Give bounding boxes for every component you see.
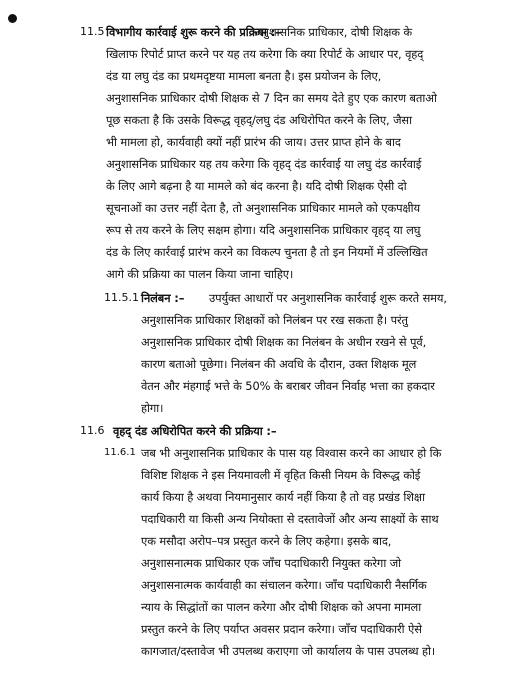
section-heading-11-5-1: निलंबन :– [141,291,185,305]
para-11-6-1-line-6: अनुशासनात्मक प्राधिकार एक जाँच पदाधिकारी नियुक्त करेगा जो [141,556,402,570]
para-11-6-1-line-3: कार्य किया है अथवा नियमानुसार कार्य नहीं किया है तो वह प्रखंड शिक्षा [141,490,425,504]
para-11-6-1-line-4: पदाधिकारी या किसी अन्य नियोक्ता से दस्तावेजों और अन्य साक्ष्यों के साथ [141,512,439,526]
para-11-5-1-line-6: होगा। [141,401,164,415]
para-11-6-1-line-7: अनुशासनात्मक कार्यवाही का संचालन करेगा। जाँच पदाधिकारी नैसर्गिक [141,578,427,592]
para-11-5-line-9: सूचनाओं का उत्तर नहीं देता है, तो अनुशासनिक प्राधिकार मामले को एकपक्षीय [106,201,420,215]
para-11-5-line-3: दंड या लघु दंड का प्रथमदृष्टया मामला बनता है। इस प्रयोजन के लिए, [106,69,382,83]
para-11-6-1-line-10: कागजात/दस्तावेज भी उपलब्ध कराएगा जो कार्यालय के पास उपलब्ध हो। [141,644,436,658]
para-11-6-1-line-5: एक मसौदा अरोप–पत्र प्रस्तुत करने के लिए कहेगा। इसके बाद, [141,534,392,548]
para-11-6-1-line-2: विशिष्ट शिक्षक ने इस नियमावली में वृहित किसी नियम के विरूद्ध कोई [141,468,421,482]
para-11-5-line-1: अनुशासनिक प्राधिकार, दोषी शिक्षक के [254,25,413,39]
para-11-5-1-line-3: अनुशासनिक प्राधिकार दोषी शिक्षक का निलंबन के अधीन रखने से पूर्व, [141,335,427,349]
section-number-11-5: 11.5 [80,25,105,38]
para-11-5-1-line-1: उपर्युक्त आधारों पर अनुशासनिक कार्रवाई शुरू करते समय, [209,291,447,305]
para-11-6-1-line-9: प्रस्तुत करने के लिए पर्याप्त अवसर प्रदान करेगा। जाँच पदाधिकारी ऐसे [141,622,422,636]
para-11-6-1-line-8: न्याय के सिद्धांतों का पालन करेगा और दोषी शिक्षक को अपना मामला [141,600,422,614]
para-11-5-line-11: दंड के लिए कार्रवाई प्रारंभ करने का विकल्प चुनता है तो इन नियमों में उल्लिखित [106,245,428,259]
para-11-5-1-line-2: अनुशासनिक प्राधिकार शिक्षकों को निलंबन पर रख सकता है। परंतु [141,313,408,327]
para-11-5-line-7: अनुशासनिक प्राधिकार यह तय करेगा कि वृहद् दंड कार्रवाई या लघु दंड कार्रवाई [106,157,422,171]
para-11-5-line-6: भी मामला हो, कार्यवाही क्यों नहीं प्रारंभ की जाय। उत्तर प्राप्त होने के बाद [106,135,401,149]
para-11-6-1-line-1: जब भी अनुशासनिक प्राधिकार के पास यह विश्वास करने का आधार हो कि [141,446,442,460]
para-11-5-1-line-4: कारण बताओ पूछेगा। निलंबन की अवधि के दौरान, उक्त शिक्षक मूल [141,357,417,371]
para-11-5-line-10: रूप से तय करने के लिए सक्षम होगा। यदि अनुशासनिक प्राधिकार वृहद् या लघु [106,223,421,237]
section-number-11-5-1: 11.5.1 [104,291,139,304]
para-11-5-line-4: अनुशासनिक प्राधिकार दोषी शिक्षक से 7 दिन का समय देते हुए एक कारण बताओ [106,91,437,105]
para-11-5-line-5: पूछ सकता है कि उसके विरूद्ध वृहद्/लघु दंड अधिरोपित करने के लिए, जैसा [106,113,412,127]
bullet-mark [8,14,17,23]
para-11-5-line-8: के लिए आगे बढ़ना है या मामले को बंद करना है। यदि दोषी शिक्षक ऐसी दो [106,179,407,193]
para-11-5-1-line-5: वेतन और मंहगाई भत्ते के 50% के बराबर जीवन निर्वाह भत्ता का हकदार [141,379,435,393]
section-heading-11-5: विभागीय कार्रवाई शुरू करने की प्रक्रिया :– [106,25,281,39]
section-heading-11-6: वृहद् दंड अधिरोपित करने की प्रक्रिया :– [113,424,277,438]
section-number-11-6: 11.6 [80,424,105,437]
para-11-5-line-2: खिलाफ रिपोर्ट प्राप्त करने पर यह तय करेगा कि क्या रिपोर्ट के आधार पर, वृहद् [106,47,424,61]
section-number-11-6-1: 11.6.1 [104,447,136,458]
para-11-5-line-12: आगे की प्रक्रिया का पालन किया जाना चाहिए। [106,267,294,281]
